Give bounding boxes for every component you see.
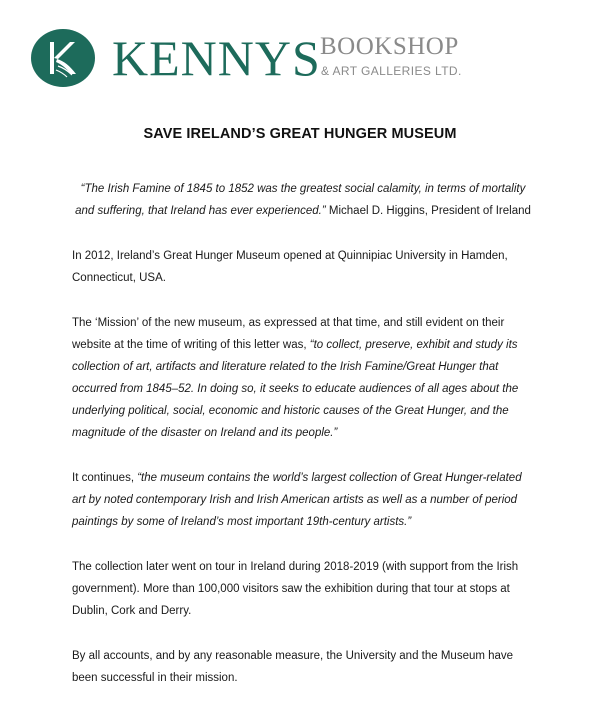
higgins-quote: “The Irish Famine of 1845 to 1852 was the greatest social calamity, in terms of mortality and suffering, that Ireland has ever experienced.” — [75, 183, 526, 217]
opening-quote-paragraph — [72, 178, 534, 222]
paragraph-museum-opening: In 2012, Ireland’s Great Hunger Museum opened at Quinnipiac University in Hamden, Connecticut, USA. — [72, 250, 508, 284]
brand-bookshop: BOOKSHOP — [320, 33, 459, 60]
paragraph-mission — [72, 312, 534, 444]
paragraph-success: By all accounts, and by any reasonable measure, the University and the Museum have been successful in their mission. — [72, 650, 514, 684]
collection-quote: “the museum contains the world’s largest collection of Great Hunger-related art by noted contemporary Irish and Irish American artists as well as a number of period paintings by some of Ireland’s most important 19th-century artists.” — [72, 472, 522, 528]
document-title: SAVE IRELAND’S GREAT HUNGER MUSEUM — [143, 126, 457, 142]
quote-attribution: Michael D. Higgins, President of Ireland — [325, 205, 531, 217]
paragraph-collection — [72, 467, 534, 533]
brand-name: KENNYS — [112, 30, 321, 86]
mission-quote: “to collect, preserve, exhibit and study its collection of art, artifacts and literature related to the Irish Famine/Great Hunger that occurred from 1845–52. In doing so, it seeks to educate audiences of all ages about the underlying political, social, economic and historic causes of the Great Hunger, and the magnitude of the disaster on Ireland and its people.” — [72, 339, 519, 439]
kennys-logo-icon — [30, 28, 96, 88]
brand-galleries: & ART GALLERIES LTD. — [321, 64, 462, 78]
kennys-header — [30, 28, 570, 88]
paragraph-tour: The collection later went on tour in Ireland during 2018-2019 (with support from the Irish government). More than 100,000 visitors saw the exhibition during that tour at stops at Dublin, Cork and Derry. — [72, 561, 519, 617]
letter-body — [72, 178, 534, 712]
collection-intro: It continues, — [72, 472, 138, 484]
mission-intro: The ‘Mission’ of the new museum, as expressed at that time, and still evident on their website at the time of writing of this letter was, — [72, 317, 505, 351]
